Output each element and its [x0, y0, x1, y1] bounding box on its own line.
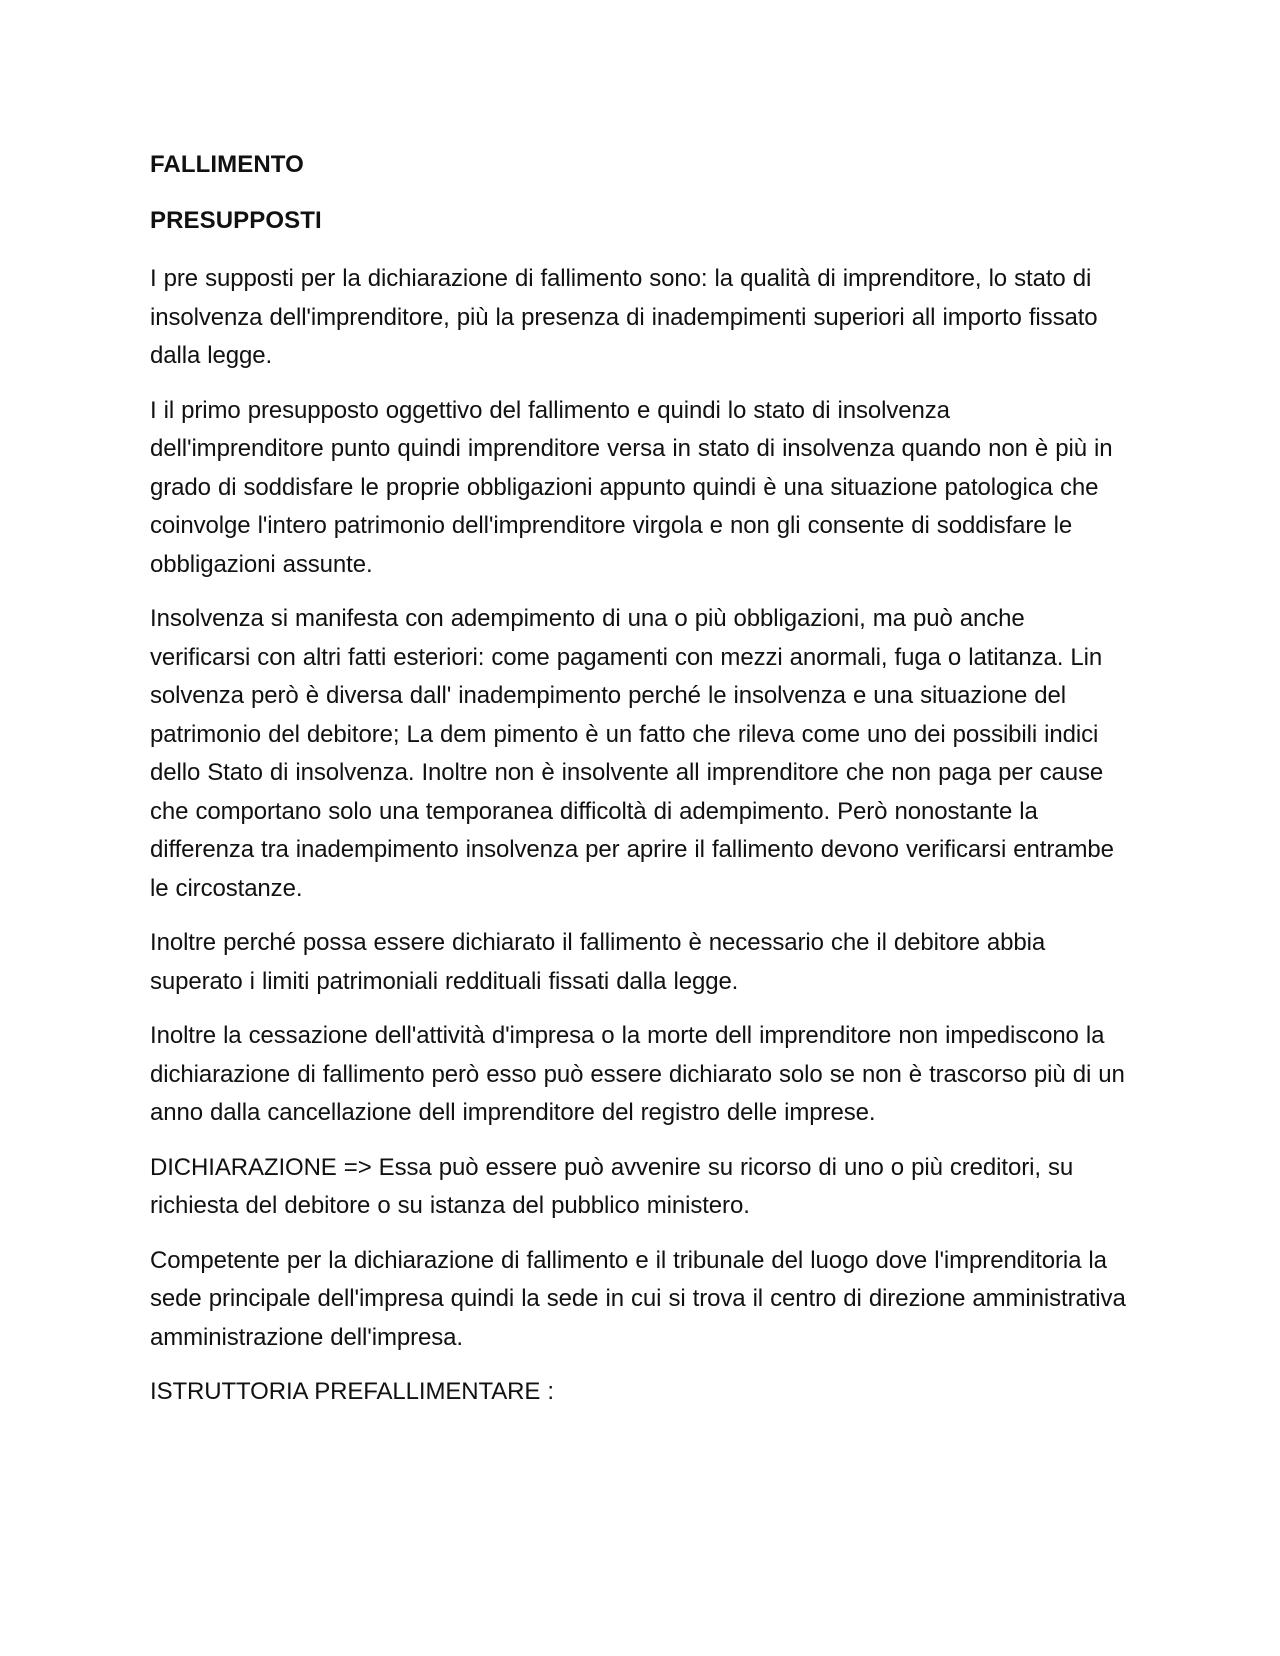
paragraph-dichiarazione: DICHIARAZIONE => Essa può essere può avvenire su ricorso di uno o più creditori, su richiesta del debitore o su istanza del pubblico ministero. [150, 1153, 1074, 1219]
section-heading: PRESUPPOSTI [150, 207, 322, 234]
document-title: FALLIMENTO [150, 151, 304, 178]
paragraph-primo-presupposto: I il primo presupposto oggettivo del fallimento e quindi lo stato di insolvenza dell'imprenditore punto quindi imprenditore versa in stato di insolvenza quando non è più in grado di soddisfare le proprie obbligazioni appunto quindi è una situazione patologica che coinvolge l'intero patrimonio dell'imprenditore virgola e non gli consente di soddisfare le obbligazioni assunte. [150, 396, 1113, 578]
document-page [150, 148, 1130, 1412]
paragraph-limiti-patrimoniali: Inoltre perché possa essere dichiarato il fallimento è necessario che il debitore abbia superato i limiti patrimoniali reddituali fissati dalla legge. [150, 929, 1046, 995]
paragraph-presupposti: I pre supposti per la dichiarazione di fallimento sono: la qualità di imprenditore, lo stato di insolvenza dell'imprenditore, più la presenza di inadempimenti superiori all importo fissato dalla legge. [150, 265, 1098, 369]
paragraph-insolvenza: Insolvenza si manifesta con adempimento di una o più obbligazioni, ma può anche verificarsi con altri fatti esteriori: come pagamenti con mezzi anormali, fuga o latitanza. Lin solvenza però è diversa dall' inadempimento perché le insolvenza e una situazione del patrimonio del debitore; La dem pimento è un fatto che rileva come uno dei possibili indici dello Stato di insolvenza. Inoltre non è insolvente all imprenditore che non paga per cause che comportano solo una temporanea difficoltà di adempimento. Però nonostante la differenza tra inadempimento insolvenza per aprire il fallimento devono verificarsi entrambe le circostanze. [150, 605, 1114, 902]
paragraph-istruttoria-heading: ISTRUTTORIA PREFALLIMENTARE : [150, 1378, 554, 1405]
paragraph-cessazione-attivita: Inoltre la cessazione dell'attività d'impresa o la morte dell imprenditore non impediscono la dichiarazione di fallimento però esso può essere dichiarato solo se non è trascorso più di un anno dalla cancellazione dell imprenditore del registro delle imprese. [150, 1022, 1125, 1126]
paragraph-competenza: Competente per la dichiarazione di fallimento e il tribunale del luogo dove l'imprenditoria la sede principale dell'impresa quindi la sede in cui si trova il centro di direzione amministrativa amministrazione dell'impresa. [150, 1246, 1126, 1351]
